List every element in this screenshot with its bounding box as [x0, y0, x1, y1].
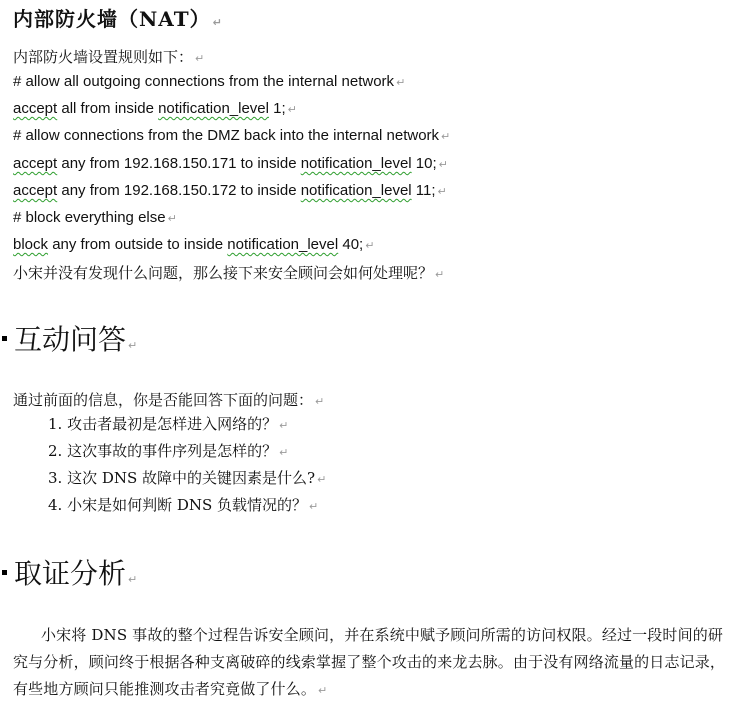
- rule-level-keyword: notification_level: [300, 182, 412, 199]
- question-item: [48, 495, 326, 522]
- qa-heading: [2, 318, 137, 358]
- paragraph-mark-icon: ↵: [212, 16, 223, 29]
- nat-intro-text: 内部防火墙设置规则如下：: [13, 48, 194, 66]
- forensics-heading: [2, 552, 137, 592]
- rule-comment: [13, 127, 450, 144]
- rule-condition-text: any from 192.168.150.171 to inside: [57, 155, 301, 172]
- rule-comment-text: # allow connections from the DMZ back into the internal network: [13, 127, 440, 144]
- qa-intro-text: 通过前面的信息，你是否能回答下面的问题：: [13, 391, 314, 409]
- paragraph-mark-icon: ↵: [438, 158, 448, 171]
- forensics-paragraph: [13, 622, 733, 704]
- rule-level-keyword: notification_level: [300, 155, 412, 172]
- rule-comment-text: # allow all outgoing connections from the internal network: [13, 73, 395, 90]
- paragraph-mark-icon: ↵: [317, 473, 327, 486]
- heading-bullet-icon: [2, 570, 7, 575]
- nat-heading: [13, 3, 223, 32]
- paragraph-mark-icon: ↵: [167, 212, 177, 225]
- rule-line: [13, 155, 448, 172]
- question-text: 2. 这次事故的事件序列是怎样的？: [48, 442, 278, 460]
- qa-heading-text: 互动问答: [14, 323, 127, 356]
- forensics-paragraph-text: 小宋将 DNS 事故的整个过程告诉安全顾问，并在系统中赋予顾问所需的访问权限。经过一段时间的研究与分析，顾问终于根据各种支离破碎的线索掌握了整个攻击的来龙去脉。由于没有网络流量的日志记录，有些地方顾问只能推测攻击者究竟做了什么。: [13, 626, 726, 698]
- question-text: 3. 这次 DNS 故障中的关键因素是什么?: [48, 469, 316, 487]
- question-text: 1. 攻击者最初是怎样进入网络的？: [48, 415, 278, 433]
- paragraph-mark-icon: ↵: [279, 446, 289, 459]
- rule-comment-text: # block everything else: [13, 209, 166, 226]
- paragraph-mark-icon: ↵: [396, 76, 406, 89]
- rule-action-keyword: block: [13, 236, 49, 253]
- paragraph-mark-icon: ↵: [128, 339, 138, 352]
- rule-line: [13, 100, 297, 117]
- question-item: [48, 468, 326, 495]
- forensics-heading-text: 取证分析: [14, 557, 127, 590]
- heading-bullet-icon: [2, 336, 7, 341]
- nat-intro: [13, 46, 204, 67]
- rule-level-keyword: notification_level: [158, 100, 269, 117]
- qa-intro: [13, 389, 324, 410]
- nat-closing: [13, 262, 444, 283]
- rule-condition-text: all from inside: [57, 100, 159, 117]
- rule-condition-text: any from 192.168.150.172 to inside: [57, 182, 301, 199]
- rule-action-keyword: accept: [13, 182, 58, 199]
- paragraph-mark-icon: ↵: [309, 500, 319, 513]
- paragraph-mark-icon: ↵: [279, 419, 289, 432]
- rule-level-value: 1;: [268, 100, 286, 117]
- rule-comment: [13, 209, 177, 226]
- nat-closing-text: 小宋并没有发现什么问题，那么接下来安全顾问会如何处理呢？: [13, 264, 434, 282]
- paragraph-mark-icon: ↵: [435, 268, 445, 281]
- paragraph-mark-icon: ↵: [437, 185, 447, 198]
- paragraph-mark-icon: ↵: [441, 130, 451, 143]
- paragraph-mark-icon: ↵: [128, 573, 138, 586]
- paragraph-mark-icon: ↵: [318, 684, 328, 697]
- rule-action-keyword: accept: [13, 155, 58, 172]
- paragraph-mark-icon: ↵: [195, 52, 205, 65]
- rule-level-keyword: notification_level: [227, 236, 339, 253]
- rule-level-value: 11;: [411, 182, 436, 199]
- question-text: 4. 小宋是如何判断 DNS 负载情况的？: [48, 496, 308, 514]
- rule-line: [13, 236, 374, 253]
- rule-level-value: 10;: [411, 155, 437, 172]
- question-item: [48, 414, 326, 441]
- rule-comment: [13, 73, 405, 90]
- rule-condition-text: any from outside to inside: [48, 236, 228, 253]
- rule-level-value: 40;: [338, 236, 364, 253]
- question-list: [48, 414, 326, 522]
- question-item: [48, 441, 326, 468]
- paragraph-mark-icon: ↵: [287, 103, 297, 116]
- rule-action-keyword: accept: [13, 100, 58, 117]
- nat-heading-text: 内部防火墙（NAT）: [13, 7, 211, 31]
- paragraph-mark-icon: ↵: [365, 239, 375, 252]
- rule-line: [13, 182, 447, 199]
- paragraph-mark-icon: ↵: [315, 395, 325, 408]
